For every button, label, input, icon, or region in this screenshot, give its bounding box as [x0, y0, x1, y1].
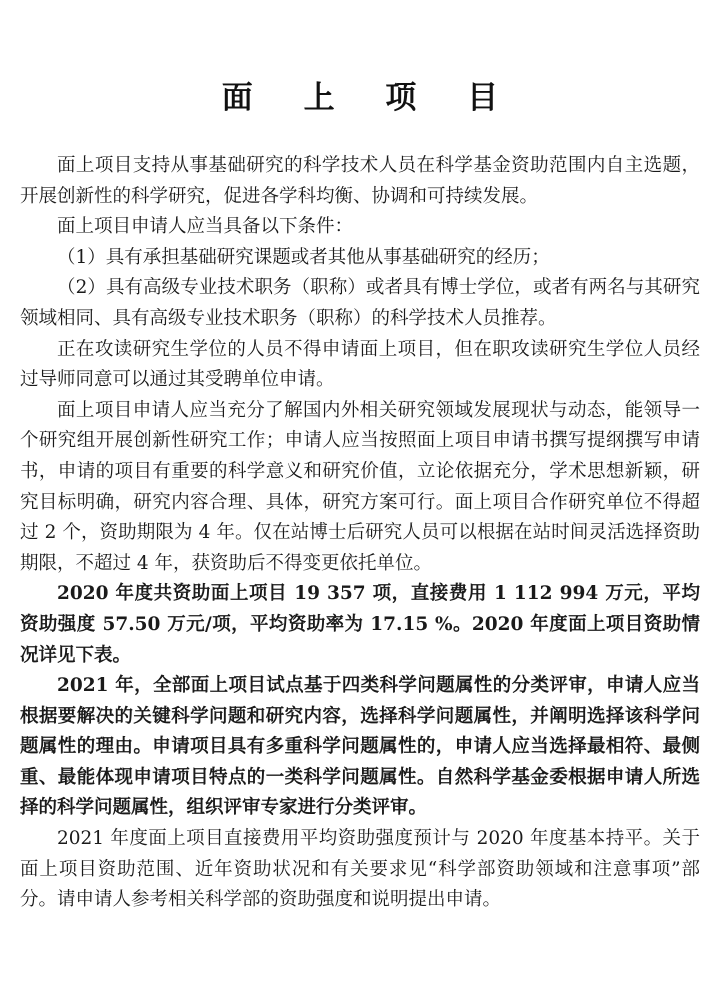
document-body	[20, 151, 700, 916]
paragraph-bold: 2020 年度共资助面上项目 19 357 项，直接费用 1 112 994 万元，平均资助强度 57.50 万元/项，平均资助率为 17.15 %。2020 年度面上项目资助情况详见下表。	[20, 583, 700, 666]
page-title: 面 上 项 目	[221, 80, 519, 116]
paragraph: 面上项目申请人应当具备以下条件：	[57, 216, 354, 238]
paragraph-bold: 2021 年，全部面上项目试点基于四类科学问题属性的分类评审，申请人应当根据要解决的关键科学问题和研究内容，选择科学问题属性，并阐明选择该科学问题属性的理由。申请项目具有多重科学问题属性的，申请人应当选择最相符、最侧重、最能体现申请项目特点的一类科学问题属性。自然科学基金委根据申请人所选择的科学问题属性，组织评审专家进行分类评审。	[20, 675, 700, 819]
paragraph: 面上项目支持从事基础研究的科学技术人员在科学基金资助范围内自主选题，开展创新性的科学研究，促进各学科均衡、协调和可持续发展。	[20, 155, 700, 207]
paragraph: 面上项目申请人应当充分了解国内外相关研究领域发展现状与动态，能领导一个研究组开展创新性研究工作；申请人应当按照面上项目申请书撰写提纲撰写申请书，申请的项目有重要的科学意义和研究价值，立论依据充分，学术思想新颖，研究目标明确，研究内容合理、具体，研究方案可行。面上项目合作研究单位不得超过 2 个，资助期限为 4 年。仅在站博士后研究人员可以根据在站时间灵活选择资助期限，不超过 4 年，获资助后不得变更依托单位。	[20, 399, 700, 574]
paragraph: 正在攻读研究生学位的人员不得申请面上项目，但在职攻读研究生学位人员经过导师同意可以通过其受聘单位申请。	[20, 338, 700, 391]
paragraph: 2021 年度面上项目直接费用平均资助强度预计与 2020 年度基本持平。关于面上项目资助范围、近年资助状况和有关要求见“科学部资助领域和注意事项”部分。请申请人参考相关科学部的资助强度和说明提出申请。	[20, 828, 700, 911]
paragraph: （2）具有高级专业技术职务（职称）或者具有博士学位，或者有两名与其研究领域相同、具有高级专业技术职务（职称）的科学技术人员推荐。	[20, 277, 700, 329]
paragraph: （1）具有承担基础研究课题或者其他从事基础研究的经历；	[57, 246, 550, 268]
